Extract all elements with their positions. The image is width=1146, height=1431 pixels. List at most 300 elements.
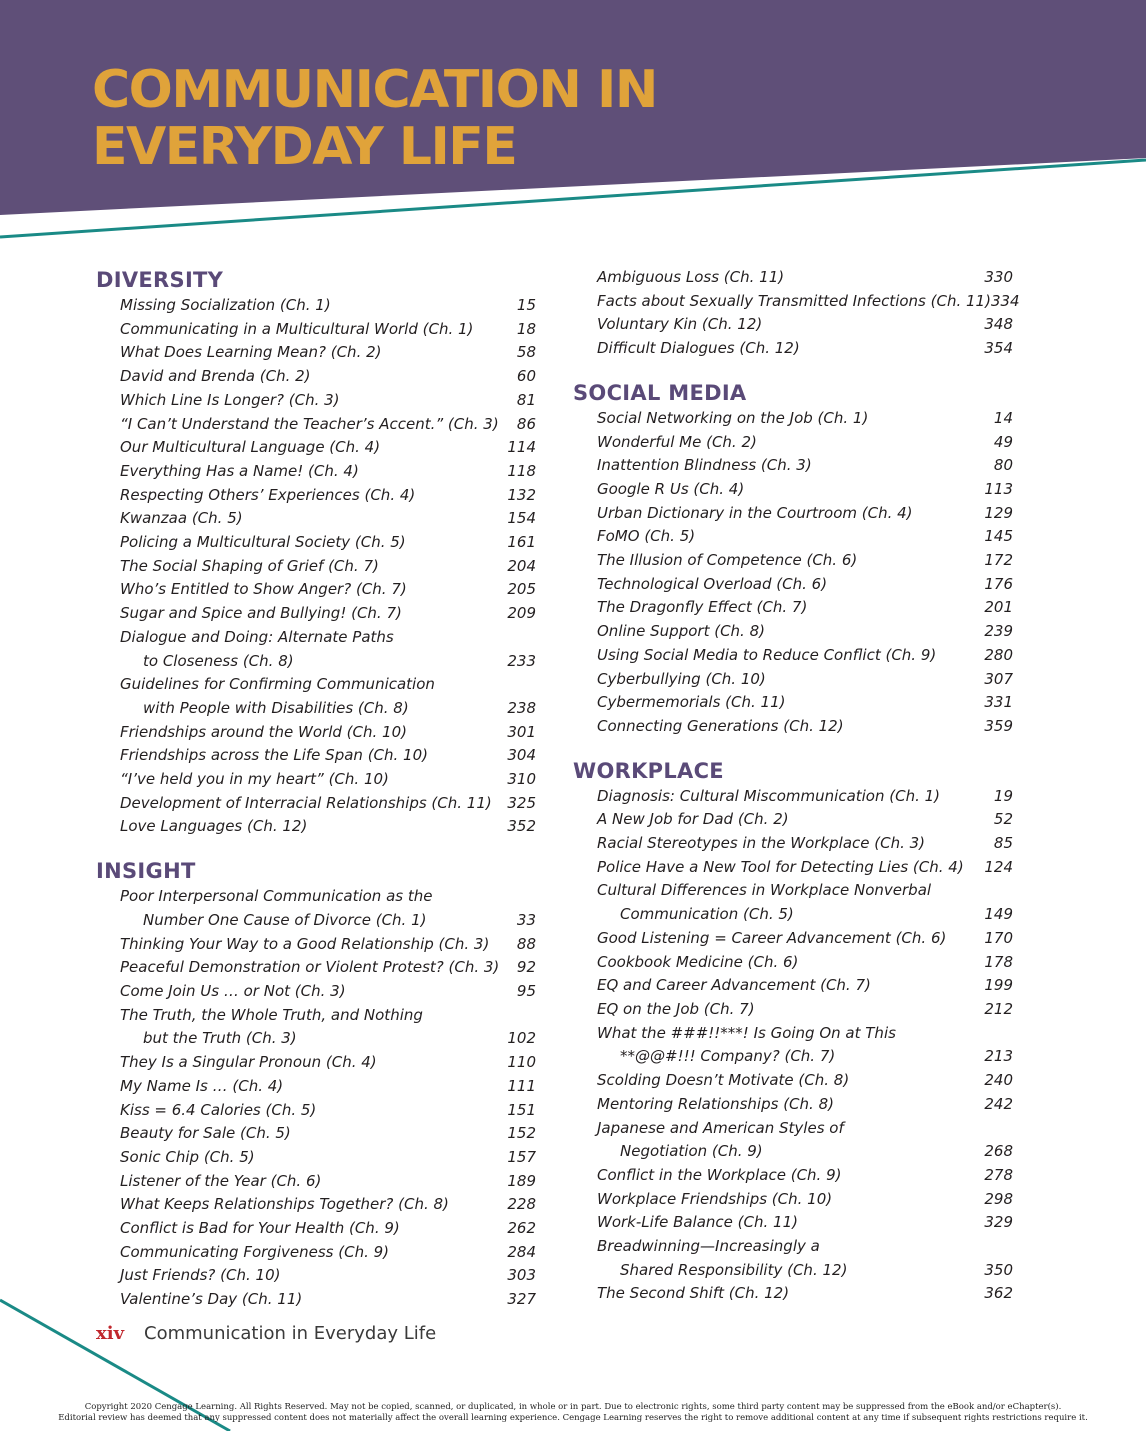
- entry-page-number: 239: [984, 622, 1013, 641]
- entry-title: [597, 549, 973, 573]
- toc-entry: [96, 1122, 536, 1146]
- entry-title: [597, 573, 973, 597]
- entry-title: [120, 555, 496, 579]
- entry-title: [597, 266, 973, 290]
- entry-title-line: Racial Stereotypes in the Workplace (Ch. 3): [597, 834, 926, 853]
- entry-title-line: Love Languages (Ch. 12): [120, 817, 308, 836]
- entry-page-number: 331: [984, 693, 1013, 712]
- entry-title-line: Beauty for Sale (Ch. 5): [120, 1124, 291, 1143]
- toc-entry: [573, 715, 1013, 739]
- toc-entry: [96, 389, 536, 413]
- entry-page-number: 18: [516, 319, 536, 338]
- entry-page-number: 88: [516, 934, 536, 953]
- entry-title: [597, 1164, 973, 1188]
- entry-title: [597, 644, 973, 668]
- toc-entry: [96, 956, 536, 980]
- entry-page-number: 233: [507, 651, 536, 670]
- toc-entry: [96, 626, 536, 673]
- toc-entry: [573, 573, 1013, 597]
- entry-title: [597, 1093, 973, 1117]
- entry-title: [120, 744, 496, 768]
- entry-page-number: 92: [516, 958, 536, 977]
- entry-title: [597, 407, 973, 431]
- entry-page-number: 161: [507, 533, 536, 552]
- entry-page-number: 132: [507, 485, 536, 504]
- toc-entry: [573, 668, 1013, 692]
- toc-entry: [96, 1170, 536, 1194]
- entry-title-line: Cyberbullying (Ch. 10): [597, 669, 766, 688]
- entry-title: [120, 602, 496, 626]
- entry-title-line: The Illusion of Competence (Ch. 6): [597, 551, 858, 570]
- toc-entry: [96, 294, 536, 318]
- entry-title-line: Guidelines for Confirming Communication: [120, 675, 435, 694]
- entry-page-number: 145: [984, 527, 1013, 546]
- toc-entry: [573, 596, 1013, 620]
- toc-section: [96, 857, 536, 1312]
- entry-title: [597, 1282, 973, 1306]
- entry-title: [120, 318, 496, 342]
- entry-page-number: 212: [984, 999, 1013, 1018]
- entry-page-number: 129: [984, 503, 1013, 522]
- entry-page-number: 80: [993, 456, 1013, 475]
- toc-entry: [573, 478, 1013, 502]
- entry-page-number: 81: [516, 390, 536, 409]
- entry-page-number: 172: [984, 551, 1013, 570]
- toc-entry: [573, 266, 1013, 290]
- entry-title: [120, 413, 499, 437]
- entry-title: [597, 596, 973, 620]
- entry-page-number: 303: [507, 1266, 536, 1285]
- entry-title-line: Policing a Multicultural Society (Ch. 5): [120, 533, 406, 552]
- entry-title-line: Mentoring Relationships (Ch. 8): [597, 1094, 834, 1113]
- entry-title: [597, 879, 973, 926]
- entry-title: [120, 484, 496, 508]
- entry-title-line: Police Have a New Tool for Detecting Lies (Ch. 4): [597, 857, 964, 876]
- entry-title-line: Communicating in a Multicultural World (Ch. 1): [120, 319, 474, 338]
- toc-entry: [96, 602, 536, 626]
- toc-entry: [573, 502, 1013, 526]
- entry-title: [120, 1004, 496, 1051]
- entry-title-line: “I’ve held you in my heart” (Ch. 10): [120, 770, 389, 789]
- entry-title-line: Our Multicultural Language (Ch. 4): [120, 438, 381, 457]
- entry-title-line: FoMO (Ch. 5): [597, 527, 696, 546]
- entry-title: [120, 1217, 496, 1241]
- entry-page-number: 307: [984, 669, 1013, 688]
- entry-page-number: 201: [984, 598, 1013, 617]
- toc-section: [96, 266, 536, 839]
- left-column: [96, 266, 536, 1312]
- entry-title: [120, 792, 496, 816]
- entry-title-line: What Keeps Relationships Together? (Ch. 8): [120, 1195, 449, 1214]
- entry-title-line: Good Listening = Career Advancement (Ch. 6): [597, 928, 947, 947]
- entry-title: [597, 832, 973, 856]
- toc-entry: [573, 1117, 1013, 1164]
- entry-title-line: Kiss = 6.4 Calories (Ch. 5): [120, 1100, 317, 1119]
- entry-page-number: 262: [507, 1219, 536, 1238]
- entry-title-line: Cookbook Medicine (Ch. 6): [597, 952, 799, 971]
- entry-page-number: 149: [984, 905, 1013, 924]
- entry-page-number: 327: [507, 1290, 536, 1309]
- toc-entry: [573, 525, 1013, 549]
- toc-entry: [96, 768, 536, 792]
- entry-title-line: Which Line Is Longer? (Ch. 3): [120, 390, 340, 409]
- entry-page-number: 278: [984, 1165, 1013, 1184]
- entry-title: [120, 578, 496, 602]
- entry-title-line: Facts about Sexually Transmitted Infections (Ch. 11): [597, 291, 991, 310]
- entry-title: [120, 1122, 496, 1146]
- entry-page-number: 354: [984, 339, 1013, 358]
- entry-title: [120, 1099, 496, 1123]
- toc-entry: [96, 555, 536, 579]
- entry-title: [597, 715, 973, 739]
- entry-page-number: 58: [516, 343, 536, 362]
- entry-title: [120, 1241, 496, 1265]
- entry-page-number: 280: [984, 645, 1013, 664]
- entry-title: [120, 1075, 496, 1099]
- entry-title: [597, 478, 973, 502]
- entry-page-number: 352: [507, 817, 536, 836]
- entry-title-line: Peaceful Demonstration or Violent Protest? (Ch. 3): [120, 958, 500, 977]
- entry-page-number: 334: [990, 291, 1020, 310]
- title-line-1: COMMUNICATION IN: [92, 60, 657, 120]
- entry-title-line: Friendships around the World (Ch. 10): [120, 722, 407, 741]
- entry-page-number: 240: [984, 1071, 1013, 1090]
- entry-page-number: 330: [984, 268, 1013, 286]
- copyright-line-1: Copyright 2020 Cengage Learning. All Rights Reserved. May not be copied, scanned, or duplicated, in whole or in part. Due to electronic rights, some third party content may be suppressed from the eBook and/or eChapter(s).: [84, 1402, 1062, 1412]
- entry-title-line: Friendships across the Life Span (Ch. 10): [120, 746, 428, 765]
- toc-entry: [573, 974, 1013, 998]
- entry-title-line: Who’s Entitled to Show Anger? (Ch. 7): [120, 580, 407, 599]
- entry-page-number: 14: [993, 408, 1013, 427]
- entry-title: [597, 1188, 973, 1212]
- entry-title-line: Using Social Media to Reduce Conflict (Ch. 9): [597, 645, 937, 664]
- entry-title-line: Just Friends? (Ch. 10): [120, 1266, 281, 1285]
- entry-title: [120, 721, 496, 745]
- entry-page-number: 124: [984, 857, 1013, 876]
- entry-title-continuation: but the Truth (Ch. 3): [143, 1029, 297, 1048]
- entry-page-number: 213: [984, 1047, 1013, 1066]
- entry-title: [120, 956, 499, 980]
- section-heading: INSIGHT: [96, 859, 196, 884]
- toc-entry: [96, 1217, 536, 1241]
- entry-page-number: 242: [984, 1094, 1013, 1113]
- entry-page-number: 304: [507, 746, 536, 765]
- entry-title-line: Cybermemorials (Ch. 11): [597, 693, 786, 712]
- entry-page-number: 86: [516, 414, 536, 433]
- entry-page-number: 15: [516, 296, 536, 314]
- entry-title: [597, 927, 973, 951]
- entry-title-line: The Social Shaping of Grief (Ch. 7): [120, 556, 379, 575]
- entry-page-number: 268: [984, 1142, 1013, 1161]
- entry-page-number: 298: [984, 1189, 1013, 1208]
- toc-entry: [573, 1235, 1013, 1282]
- entry-title-line: What the ###!!***! Is Going On at This: [597, 1023, 896, 1042]
- entry-title: [597, 856, 973, 880]
- toc-entry: [573, 1282, 1013, 1306]
- entry-page-number: 33: [516, 910, 536, 929]
- section-heading: SOCIAL MEDIA: [573, 380, 747, 405]
- entry-page-number: 152: [507, 1124, 536, 1143]
- entry-title-line: Google R Us (Ch. 4): [597, 479, 745, 498]
- toc-entry: [573, 785, 1013, 809]
- entry-page-number: 60: [516, 367, 536, 386]
- entry-page-number: 310: [507, 770, 536, 789]
- entry-title: [120, 1051, 496, 1075]
- entry-title-line: The Truth, the Whole Truth, and Nothing: [120, 1005, 423, 1024]
- toc-entry: [573, 337, 1013, 361]
- entry-title-line: Listener of the Year (Ch. 6): [120, 1171, 322, 1190]
- toc-entry: [573, 549, 1013, 573]
- entry-title-continuation: Negotiation (Ch. 9): [620, 1142, 763, 1161]
- toc-entry: [96, 436, 536, 460]
- entry-page-number: 348: [984, 315, 1013, 334]
- toc-entry: [573, 1211, 1013, 1235]
- entry-page-number: 301: [507, 722, 536, 741]
- toc-entry: [96, 318, 536, 342]
- entry-page-number: 118: [507, 461, 536, 480]
- toc-entry: [96, 413, 536, 437]
- entry-title-line: Thinking Your Way to a Good Relationship (Ch. 3): [120, 934, 490, 953]
- toc-entry: [96, 1004, 536, 1051]
- entry-page-number: 329: [984, 1213, 1013, 1232]
- toc-entry: [573, 1022, 1013, 1069]
- entry-page-number: 284: [507, 1242, 536, 1261]
- entry-title: [120, 933, 496, 957]
- entry-title: [597, 431, 973, 455]
- entry-page-number: 49: [993, 432, 1013, 451]
- toc-entry: [96, 1099, 536, 1123]
- copyright-line-2: Editorial review has deemed that any suppressed content does not materially affect the overall learning experience. Cengage Learning reserves the right to remove additional content at any time if subsequent rights restrictions require it.: [58, 1413, 1088, 1423]
- entry-title-line: Kwanzaa (Ch. 5): [120, 509, 243, 528]
- page-number: xiv: [96, 1323, 125, 1344]
- entry-title-line: Connecting Generations (Ch. 12): [597, 716, 844, 735]
- toc-entry: [573, 1188, 1013, 1212]
- entry-title: [597, 998, 973, 1022]
- entry-title-line: Japanese and American Styles of: [597, 1118, 844, 1137]
- entry-title: [597, 337, 973, 361]
- toc-entry: [96, 578, 536, 602]
- entry-title: [120, 673, 496, 720]
- entry-page-number: 238: [507, 698, 536, 717]
- entry-title: [597, 313, 973, 337]
- entry-page-number: 19: [993, 786, 1013, 805]
- entry-title: [597, 668, 973, 692]
- toc-section: [573, 379, 1013, 739]
- entry-title-line: Sugar and Spice and Bullying! (Ch. 7): [120, 604, 402, 623]
- toc-entry: [96, 673, 536, 720]
- entry-page-number: 176: [984, 574, 1013, 593]
- entry-page-number: 170: [984, 928, 1013, 947]
- entry-page-number: 189: [507, 1171, 536, 1190]
- entry-title-line: Poor Interpersonal Communication as the: [120, 887, 433, 906]
- entry-page-number: 110: [507, 1053, 536, 1072]
- entry-title-line: Ambiguous Loss (Ch. 11): [597, 268, 785, 286]
- toc-entry: [573, 951, 1013, 975]
- toc-entry: [96, 721, 536, 745]
- toc-section: [573, 266, 1020, 361]
- entry-title: [597, 1069, 973, 1093]
- entry-title-line: Inattention Blindness (Ch. 3): [597, 456, 812, 475]
- toc-entry: [573, 1093, 1013, 1117]
- copyright-notice: [0, 1402, 1146, 1424]
- entry-title-line: “I Can’t Understand the Teacher’s Accent.” (Ch. 3): [120, 414, 499, 433]
- entry-page-number: 350: [984, 1260, 1013, 1279]
- entry-title-continuation: **@@#!!! Company? (Ch. 7): [620, 1047, 836, 1066]
- toc-entry: [573, 691, 1013, 715]
- entry-title-line: The Second Shift (Ch. 12): [597, 1284, 790, 1303]
- entry-title: [120, 507, 496, 531]
- entry-title: [597, 1211, 973, 1235]
- entry-title-line: Voluntary Kin (Ch. 12): [597, 315, 763, 334]
- entry-page-number: 151: [507, 1100, 536, 1119]
- entry-page-number: 204: [507, 556, 536, 575]
- entry-title-continuation: Number One Cause of Divorce (Ch. 1): [143, 910, 427, 929]
- entry-title-line: Urban Dictionary in the Courtroom (Ch. 4): [597, 503, 913, 522]
- entry-title-continuation: Shared Responsibility (Ch. 12): [620, 1260, 848, 1279]
- toc-entry: [573, 998, 1013, 1022]
- toc-entry: [96, 1193, 536, 1217]
- toc-entry: [96, 484, 536, 508]
- entry-title-line: Work-Life Balance (Ch. 11): [597, 1213, 798, 1232]
- entry-title-line: Everything Has a Name! (Ch. 4): [120, 461, 359, 480]
- entry-title: [120, 1193, 496, 1217]
- entry-title: [597, 1235, 973, 1282]
- entry-page-number: 359: [984, 716, 1013, 735]
- entry-title: [120, 815, 496, 839]
- entry-title: [597, 1117, 973, 1164]
- toc-entry: [573, 832, 1013, 856]
- toc-entry: [573, 856, 1013, 880]
- toc-entry: [573, 407, 1013, 431]
- toc-entry: [96, 1241, 536, 1265]
- toc-entry: [573, 879, 1013, 926]
- entry-title: [120, 531, 496, 555]
- entry-title: [120, 626, 496, 673]
- entry-page-number: 95: [516, 981, 536, 1000]
- toc-entry: [573, 927, 1013, 951]
- toc-entry: [96, 980, 536, 1004]
- toc-entry: [96, 1051, 536, 1075]
- page-title: [92, 62, 657, 176]
- toc-entry: [96, 815, 536, 839]
- toc-section: [573, 757, 1013, 1306]
- entry-title-line: Technological Overload (Ch. 6): [597, 574, 828, 593]
- entry-title: [597, 290, 991, 314]
- entry-title: [597, 691, 973, 715]
- entry-page-number: 205: [507, 580, 536, 599]
- entry-title: [597, 454, 973, 478]
- toc-entry: [96, 1075, 536, 1099]
- entry-title-line: Online Support (Ch. 8): [597, 622, 765, 641]
- footer-book-title: Communication in Everyday Life: [144, 1323, 437, 1344]
- entry-title-line: Respecting Others’ Experiences (Ch. 4): [120, 485, 416, 504]
- entry-page-number: 199: [984, 976, 1013, 995]
- entry-title-line: Come Join Us … or Not (Ch. 3): [120, 981, 346, 1000]
- entry-title: [120, 1264, 496, 1288]
- entry-title: [120, 436, 496, 460]
- entry-title: [120, 768, 496, 792]
- toc-entry: [96, 1146, 536, 1170]
- entry-title: [597, 951, 973, 975]
- entry-page-number: 209: [507, 604, 536, 623]
- entry-title-line: Valentine’s Day (Ch. 11): [120, 1290, 303, 1309]
- entry-title-line: Social Networking on the Job (Ch. 1): [597, 408, 869, 427]
- entry-title: [597, 525, 973, 549]
- toc-entry: [96, 744, 536, 768]
- toc-entry: [573, 620, 1013, 644]
- entry-page-number: 362: [984, 1284, 1013, 1303]
- title-line-2: EVERYDAY LIFE: [92, 117, 517, 177]
- entry-title: [120, 365, 496, 389]
- entry-title-line: EQ and Career Advancement (Ch. 7): [597, 976, 871, 995]
- entry-title: [597, 974, 973, 998]
- toc-entry: [573, 1164, 1013, 1188]
- entry-title-line: The Dragonfly Effect (Ch. 7): [597, 598, 808, 617]
- entry-title-line: Dialogue and Doing: Alternate Paths: [120, 627, 394, 646]
- entry-title: [120, 1170, 496, 1194]
- entry-title-continuation: Communication (Ch. 5): [620, 905, 794, 924]
- toc-entry: [96, 531, 536, 555]
- section-heading: WORKPLACE: [573, 758, 724, 783]
- entry-title-line: EQ on the Job (Ch. 7): [597, 999, 755, 1018]
- entry-title: [120, 389, 496, 413]
- entry-page-number: 325: [507, 793, 536, 812]
- entry-page-number: 157: [507, 1147, 536, 1166]
- entry-title: [120, 1146, 496, 1170]
- toc-entry: [573, 431, 1013, 455]
- toc-entry: [96, 365, 536, 389]
- entry-title-continuation: to Closeness (Ch. 8): [143, 651, 294, 670]
- toc-entry: [573, 808, 1013, 832]
- entry-title: [597, 785, 973, 809]
- toc-entry: [96, 507, 536, 531]
- toc-entry: [573, 1069, 1013, 1093]
- entry-title-line: Conflict in the Workplace (Ch. 9): [597, 1165, 842, 1184]
- entry-page-number: 178: [984, 952, 1013, 971]
- entry-title-line: A New Job for Dad (Ch. 2): [597, 810, 789, 829]
- entry-title: [597, 620, 973, 644]
- entry-title-line: What Does Learning Mean? (Ch. 2): [120, 343, 382, 362]
- entry-title: [120, 460, 496, 484]
- entry-page-number: 154: [507, 509, 536, 528]
- toc-entry: [573, 290, 1020, 314]
- entry-title: [120, 294, 496, 318]
- entry-title-line: Conflict is Bad for Your Health (Ch. 9): [120, 1219, 400, 1238]
- section-heading: DIVERSITY: [96, 268, 224, 292]
- entry-title: [597, 502, 973, 526]
- entry-title: [120, 980, 496, 1004]
- entry-title-line: Development of Interracial Relationships (Ch. 11): [120, 793, 492, 812]
- toc-entry: [573, 454, 1013, 478]
- entry-title: [120, 341, 496, 365]
- toc-entry: [96, 460, 536, 484]
- entry-title-line: Wonderful Me (Ch. 2): [597, 432, 757, 451]
- entry-title-line: Cultural Differences in Workplace Nonverbal: [597, 881, 932, 900]
- entry-title-line: Workplace Friendships (Ch. 10): [597, 1189, 833, 1208]
- entry-title-line: Difficult Dialogues (Ch. 12): [597, 339, 800, 358]
- toc-entry: [96, 1264, 536, 1288]
- toc-entry: [96, 341, 536, 365]
- entry-title-line: They Is a Singular Pronoun (Ch. 4): [120, 1053, 377, 1072]
- entry-page-number: 111: [507, 1076, 536, 1095]
- entry-title-line: My Name Is … (Ch. 4): [120, 1076, 284, 1095]
- entry-title-line: Diagnosis: Cultural Miscommunication (Ch. 1): [597, 786, 941, 805]
- entry-title: [597, 808, 973, 832]
- toc-entry: [573, 644, 1013, 668]
- entry-title-continuation: with People with Disabilities (Ch. 8): [143, 698, 409, 717]
- entry-title-line: Breadwinning—Increasingly a: [597, 1237, 820, 1256]
- entry-page-number: 85: [993, 834, 1013, 853]
